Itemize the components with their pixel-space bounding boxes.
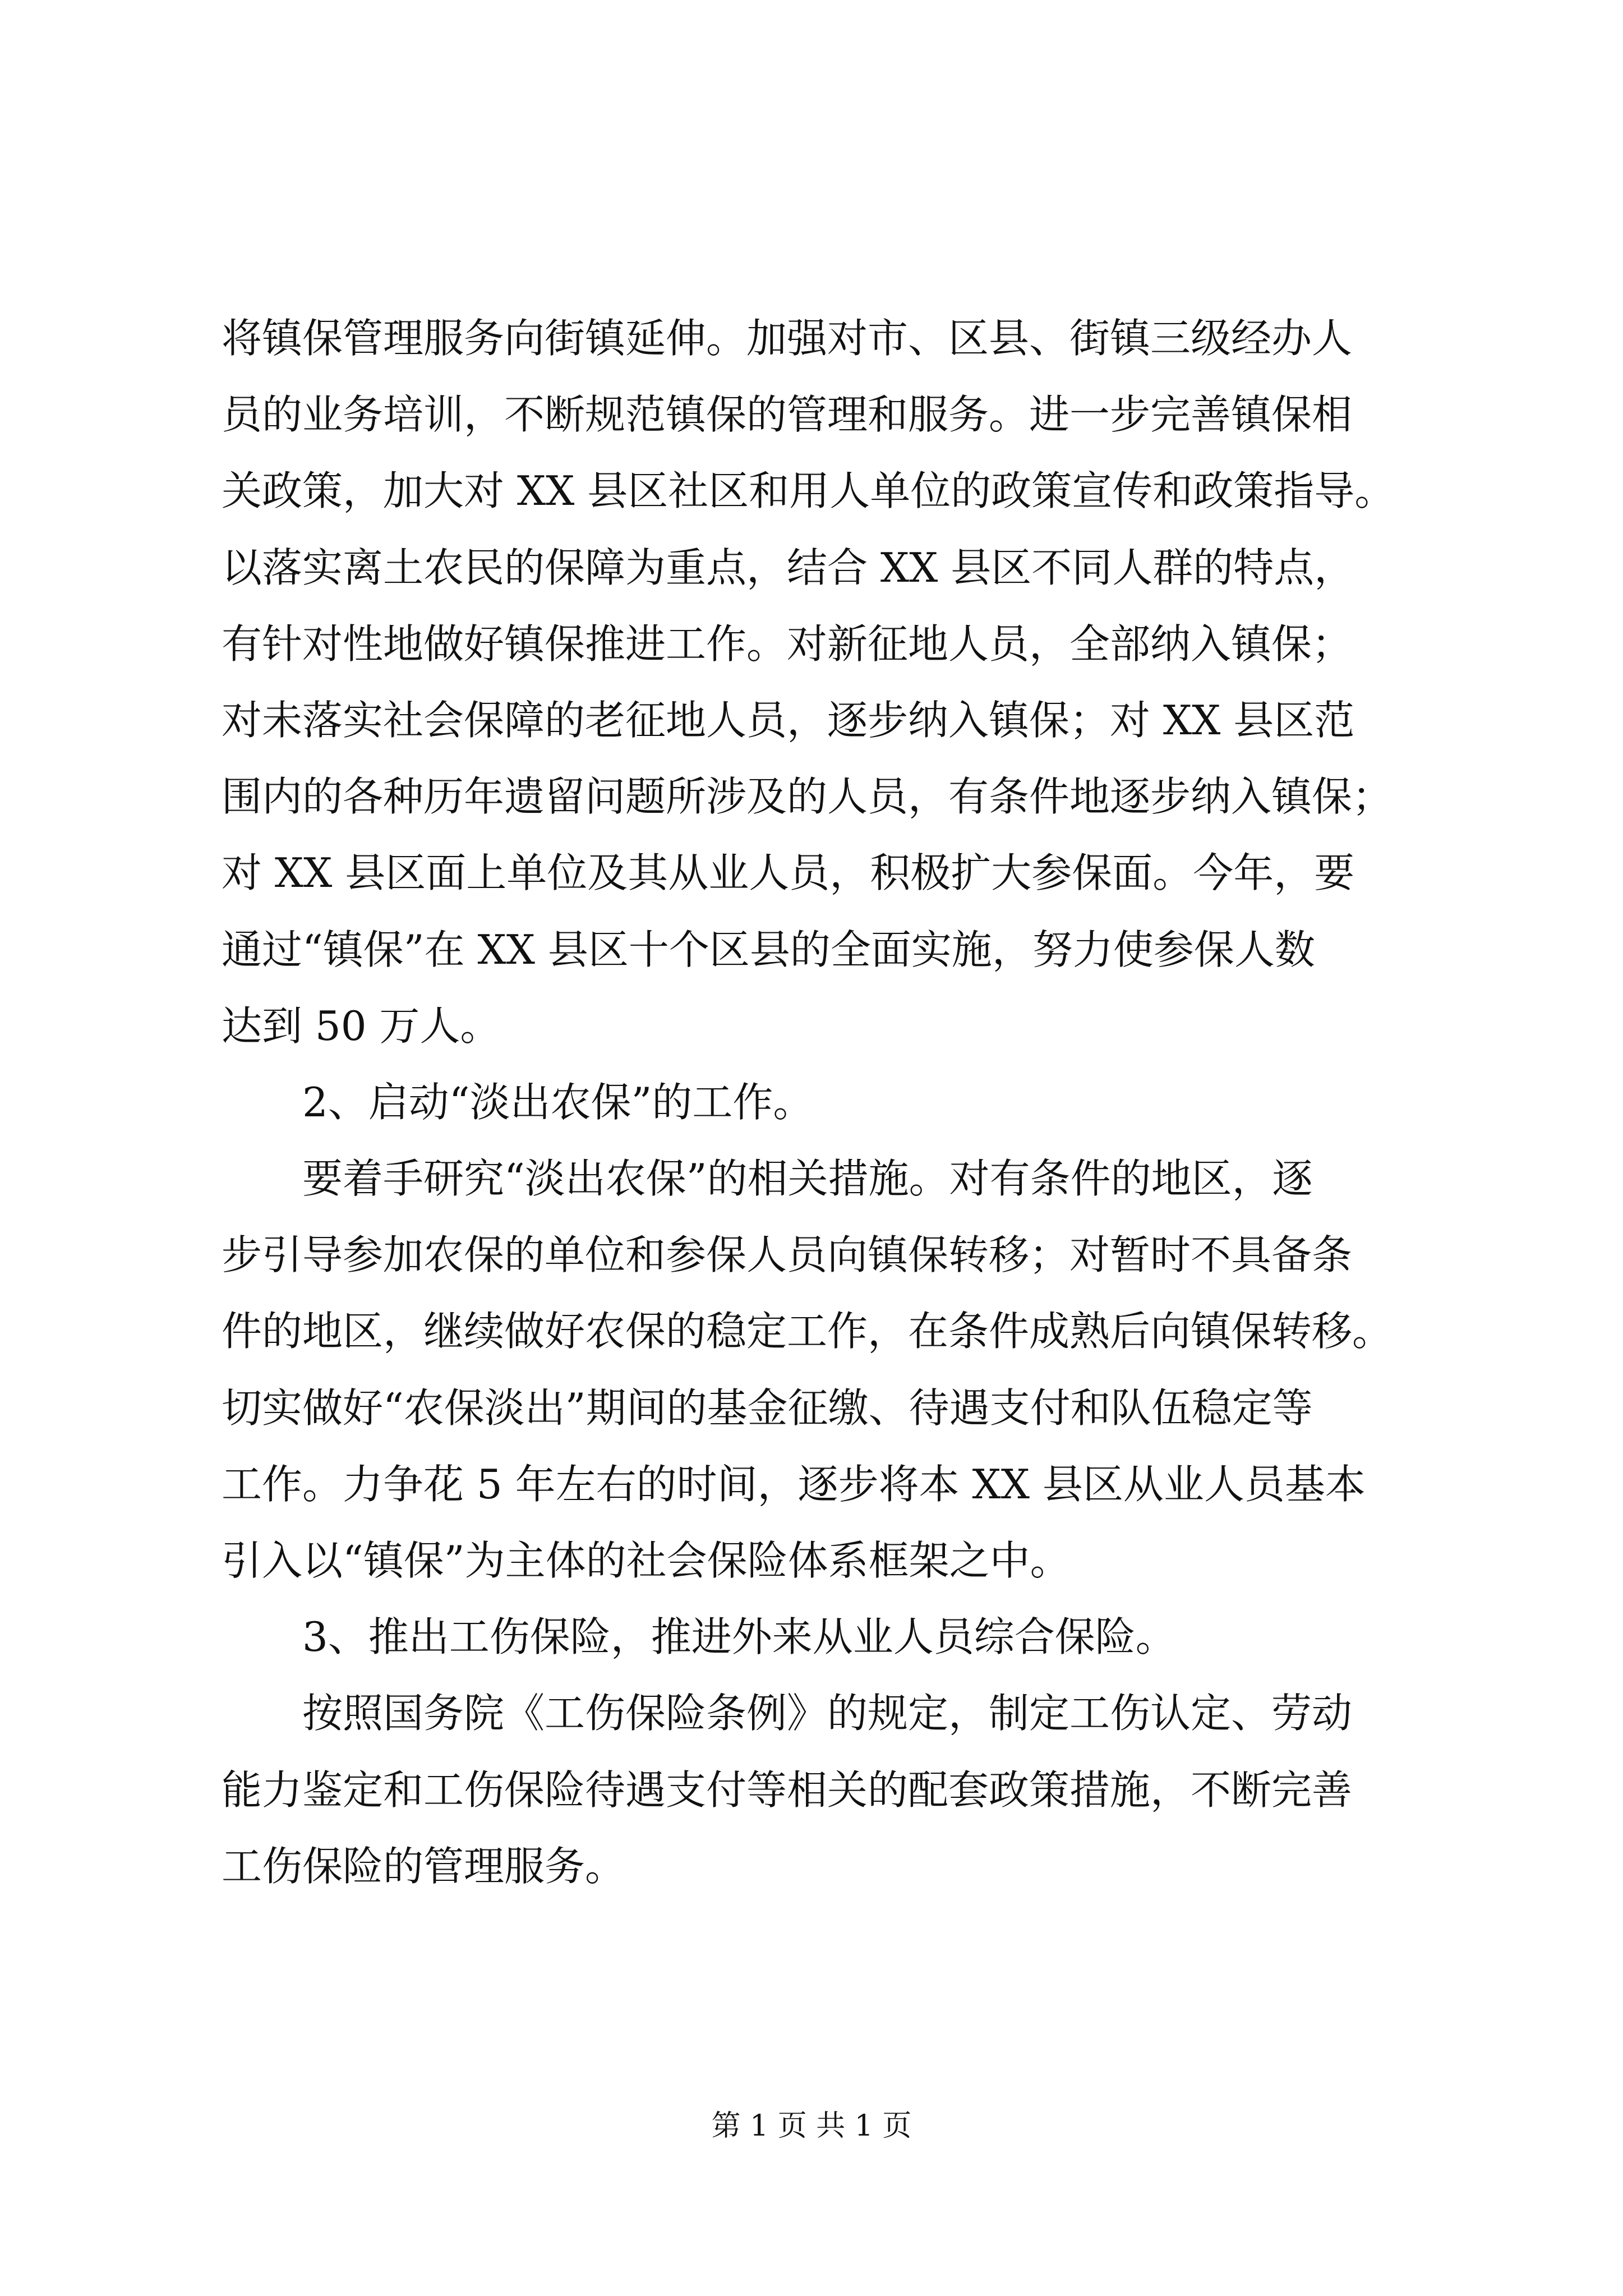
text-line: 件的地区，继续做好农保的稳定工作，在条件成熟后向镇保转移。 (222, 1308, 1393, 1355)
document-body (222, 300, 1422, 1904)
text-line: 步引导参加农保的单位和参保人员向镇保转移；对暂时不具备条 (222, 1231, 1353, 1279)
text-line: 工伤保险的管理服务。 (222, 1842, 626, 1890)
text-line: 将镇保管理服务向街镇延伸。加强对市、区县、街镇三级经办人 (222, 315, 1353, 362)
text-line: 以落实离土农民的保障为重点，结合 XX 县区不同人群的特点， (222, 544, 1355, 591)
text-line: 关政策，加大对 XX 县区社区和用人单位的政策宣传和政策指导。 (222, 467, 1395, 515)
text-line: 有针对性地做好镇保推进工作。对新征地人员，全部纳入镇保； (222, 620, 1353, 668)
section-heading-2: 2、启动“淡出农保”的工作。 (302, 1078, 814, 1126)
text-line: 达到 50 万人。 (222, 1002, 501, 1050)
page-number-label: 第 1 页 共 1 页 (711, 2109, 912, 2143)
text-line: 对未落实社会保障的老征地人员，逐步纳入镇保；对 XX 县区范 (222, 696, 1355, 744)
text-line: 工作。力争花 5 年左右的时间，逐步将本 XX 县区从业人员基本 (222, 1460, 1366, 1508)
text-line: 要着手研究“淡出农保”的相关措施。对有条件的地区，逐 (302, 1155, 1313, 1203)
section-heading-3: 3、推出工伤保险，推进外来从业人员综合保险。 (302, 1613, 1176, 1661)
text-line: 能力鉴定和工伤保险待遇支付等相关的配套政策措施，不断完善 (222, 1766, 1353, 1814)
text-line: 对 XX 县区面上单位及其从业人员，积极扩大参保面。今年，要 (222, 849, 1355, 897)
text-line: 通过“镇保”在 XX 县区十个区县的全面实施，努力使参保人数 (222, 926, 1315, 973)
text-line: 引入以“镇保”为主体的社会保险体系框架之中。 (222, 1537, 1071, 1584)
text-line: 切实做好“农保淡出”期间的基金征缴、待遇支付和队伍稳定等 (222, 1384, 1313, 1432)
text-line: 按照国务院《工伤保险条例》的规定，制定工伤认定、劳动 (302, 1690, 1353, 1737)
text-line: 围内的各种历年遗留问题所涉及的人员，有条件地逐步纳入镇保； (222, 773, 1393, 821)
page-footer (0, 2104, 1623, 2148)
text-line: 员的业务培训，不断规范镇保的管理和服务。进一步完善镇保相 (222, 391, 1353, 439)
